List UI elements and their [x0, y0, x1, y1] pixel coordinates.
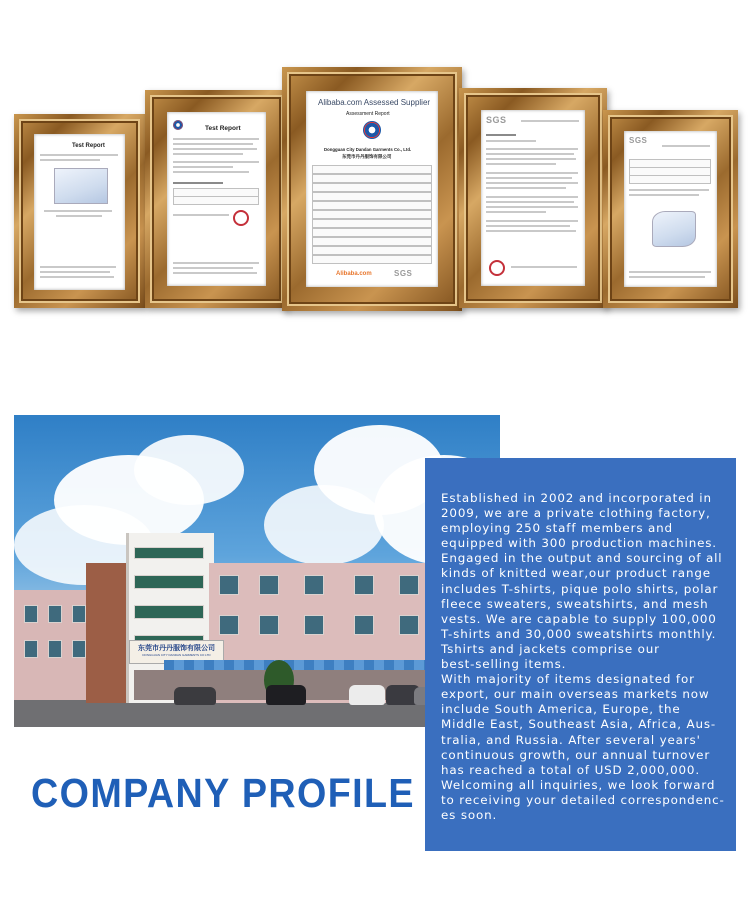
sgs-logo-2: SGS [629, 136, 648, 145]
brown-tower [86, 563, 131, 703]
certificate-4-document [481, 110, 585, 286]
sgs-stamp [489, 260, 505, 276]
parked-car [174, 687, 216, 705]
alibaba-assessed-heading: Alibaba.com Assessed Supplier [318, 98, 431, 107]
certificate-frame-4 [459, 88, 607, 308]
alibaba-footer-logo: Alibaba.com [336, 271, 372, 277]
assessed-supplier-badge-icon [363, 121, 381, 139]
certificate-frame-1 [14, 114, 145, 308]
factory-sign-subtext: DONGGUAN CITY DANDAN GARMENTS CO LTD [142, 653, 211, 657]
company-profile-panel [425, 458, 736, 851]
sgs-logo: SGS [486, 115, 507, 125]
certificate-1-document [34, 134, 125, 290]
lab-logo-icon [173, 120, 183, 130]
company-profile-text: Established in 2002 and incorporated in 2009, we are a private clothing factory, employing 250 staff members and equipped with 300 production machines. Engaged in the output and sourcing of all kinds of knitted wear,our product range includes T-shirts, pique polo shirts, polar fleece sweaters, sweatshirts, and mesh vests. We are capable to supply 100,000 T-shirts and 30,000 sweatshirts monthly. Tshirts and jackets comprise our best-selling items. With majority of items designated for export, our main overseas markets now include South America, Europe, the Middle East, Southeast Asia, Africa, Aus- tralia, and Russia. After several years' continuous growth, our annual turnover has reached a total of USD 2,000,000. Welcoming all inquiries, we look forward to receiving your detailed correspondenc- es soon. [441, 491, 725, 822]
certificate-2-document [167, 112, 266, 286]
certificate-3-document [306, 91, 438, 287]
certificate-frame-3 [282, 67, 462, 311]
certified-company-name: Dongguan City Dandan Garments Co., Ltd. [324, 147, 412, 152]
certificate-1-heading: Test Report [72, 143, 105, 149]
fabric-sample-image [54, 168, 108, 204]
certified-company-name-cn: 东莞市丹丹服饰有限公司 [342, 154, 392, 159]
certificate-2-heading: Test Report [205, 125, 241, 132]
certificate-frame-5 [603, 110, 738, 308]
certificate-5-document [624, 131, 717, 287]
assessment-report-subheading: Assessment Report [346, 111, 390, 117]
certificate-frame-2 [145, 90, 288, 308]
factory-sign-text: 东莞市丹丹服饰有限公司 [138, 644, 215, 652]
company-profile-title: COMPANY PROFILE [31, 770, 415, 816]
fabric-sample-image-2 [652, 211, 696, 247]
sgs-footer-logo: SGS [394, 269, 413, 278]
assessment-table [312, 165, 432, 174]
official-stamp [233, 210, 249, 226]
